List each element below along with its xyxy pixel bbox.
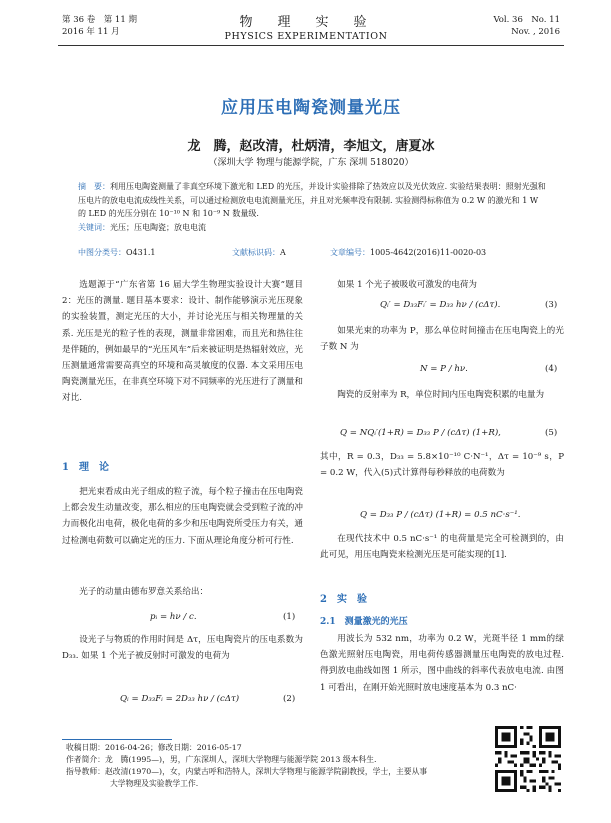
footnote-author: 作者简介：龙 腾(1995—)，男，广东深圳人，深圳大学物理与能源学院 2013 级本科生. [66, 755, 377, 764]
equation-2-number: (2) [283, 694, 296, 704]
section-2-1-heading: 2.1 测量激光的光压 [320, 617, 408, 627]
doc-value: A [280, 248, 286, 257]
journal-title-en: PHYSICS EXPERIMENTATION [224, 31, 388, 42]
right-paragraph-3: 陶瓷的反射率为 R，单位时间内压电陶瓷积累的电量为 [337, 390, 545, 400]
theory-paragraph-2: 光子的动量由德布罗意关系给出： [79, 587, 209, 597]
journal-title-block [206, 11, 406, 42]
clc-value: O431.1 [126, 248, 156, 257]
article-number [330, 247, 486, 258]
theory-paragraph-1: 把光束看成由光子组成的粒子流，每个粒子撞击在压电陶瓷上都会发生动量改变，那么相应的压电陶瓷就会受到粒子流的冲力而极化出电荷，极化电荷的多少和压电陶瓷所受压力有关，通过检测电荷数可以确定光的压力. 下面从理论角度分析可行性. [62, 487, 303, 546]
keywords-text: 光压；压电陶瓷；放电电流 [110, 222, 206, 232]
right-paragraph-1: 如果 1 个光子被吸收可激发的电荷为 [337, 280, 478, 290]
equation-3: Qᵢ′ = D₃₃Fᵢ′ = D₃₃ hν / (cΔτ). [380, 300, 501, 310]
equation-1: pᵢ = hν / c. [150, 612, 197, 622]
abstract-label: 摘 要： [78, 182, 110, 191]
keywords-label: 关键词： [78, 222, 110, 232]
header-volume: 第 36 卷 第 11 期 [62, 15, 137, 25]
experiment-paragraph: 用波长为 532 nm，功率为 0.2 W，光斑半径 1 mm的绿色激光照射压电陶瓷，用电荷传感器测量压电陶瓷的放电过程. 得到放电曲线如图 1 所示，图中曲线的斜率代表放电电流. 由图 1 可看出，在刚开始光照时放电速度基本为 0.3 nC· [320, 634, 564, 693]
article-label: 文章编号： [330, 248, 370, 257]
footnote-divider [62, 739, 172, 740]
equation-4-number: (4) [545, 364, 558, 374]
right-paragraph-2: 如果光束的功率为 P，那么单位时间撞击在压电陶瓷上的光子数 N 为 [320, 326, 564, 353]
journal-title-cn: 物 理 实 验 [239, 15, 373, 30]
abstract [78, 180, 548, 234]
paper-affiliation: （深圳大学 物理与能源学院，广东 深圳 518020） [208, 158, 414, 168]
equation-4: N = P / hν. [420, 364, 468, 374]
article-value: 1005-4642(2016)11-0020-03 [370, 248, 487, 257]
qr-code-icon [495, 726, 561, 792]
footnote-received: 收稿日期：2016-04-26；修改日期：2016-05-17 [66, 743, 242, 752]
doc-label: 文献标识码： [232, 248, 280, 257]
equation-6: Q = D₃₃ P / (cΔτ) (1+R) = 0.5 nC·s⁻¹. [360, 510, 521, 520]
right-paragraph-5: 在现代技术中 0.5 nC·s⁻¹ 的电荷量是完全可检测到的，由此可见，用压电陶瓷来检测光压是可能实现的[1]. [320, 534, 564, 561]
clc-number [78, 247, 155, 258]
header-volume-en: Vol. 36 No. 11 [493, 15, 560, 25]
theory-paragraph-3: 设光子与物质的作用时间是 Δτ，压电陶瓷片的压电系数为 D₃₃. 如果 1 个光子被反射时可激发的电荷为 [62, 635, 303, 662]
paper-title: 应用压电陶瓷测量光压 [221, 98, 401, 118]
footnote-advisor: 指导教师：赵改清(1970—)，女，内蒙古呼和浩特人，深圳大学物理与能源学院副教授，学士，主要从事 [66, 767, 428, 776]
equation-5: Q = NQᵢ′(1+R) = D₃₃ P / (cΔτ) (1+R), [340, 428, 501, 438]
abstract-text: 利用压电陶瓷测量了非真空环境下激光和 LED 的光压，并设计实验排除了热效应以及光伏效应. 实验结果表明：照射光强和压电片的放电电流成线性关系，可以通过检测放电电流测量光压，并且对光频率没有限制. 实验测得标称值为 0.2 W 的激光和 1 W 的 LED 的光压分别在 10⁻¹⁰ N 和 10⁻⁹ N 数量级. [78, 182, 546, 218]
clc-label: 中图分类号： [78, 248, 126, 257]
equation-5-number: (5) [545, 428, 558, 438]
header-volume-block [62, 14, 137, 38]
header-date-en: Nov. , 2016 [511, 27, 560, 37]
header-divider [58, 45, 564, 46]
paper-authors: 龙 腾，赵改清，杜炳清，李旭文，唐夏冰 [187, 139, 435, 154]
section-2-heading: 2 实 验 [320, 594, 367, 605]
footnote-advisor-cont: 大学物理及实验教学工作. [110, 779, 199, 788]
section-1-heading: 1 理 论 [62, 462, 109, 473]
equation-1-number: (1) [283, 612, 296, 622]
document-code [232, 247, 286, 258]
equation-2: Qᵢ = D₃₃Fᵢ = 2D₃₃ hν / (cΔτ) [120, 694, 240, 704]
intro-paragraph: 选题源于“广东省第 16 届大学生物理实验设计大赛”题目 2：光压的测量. 题目基本要求：设计、制作能够演示光压现象的实验装置，测定光压的大小，并讨论光压与相关物理量的关系. 光压是光的粒子性的表现，测量非常困难，而且光和热往往是伴随的，例如最早的“光压风车”后来被证明是热辐射效应，光压测量通常需要高真空的环境和高灵敏度的仪器. 本文采用压电陶瓷测量光压，在非真空环境下对不同频率的光压进行了测量和对比. [62, 280, 303, 404]
header-date-cn: 2016 年 11 月 [62, 27, 120, 37]
header-volume-en-block [470, 14, 560, 38]
equation-3-number: (3) [545, 300, 558, 310]
keywords [78, 221, 548, 235]
right-paragraph-4: 其中，R = 0.3，D₃₃ = 5.8×10⁻¹⁰ C·N⁻¹，Δτ = 10⁻⁹ s，P = 0.2 W，代入(5)式计算得每秒释放的电荷数为 [320, 452, 564, 479]
